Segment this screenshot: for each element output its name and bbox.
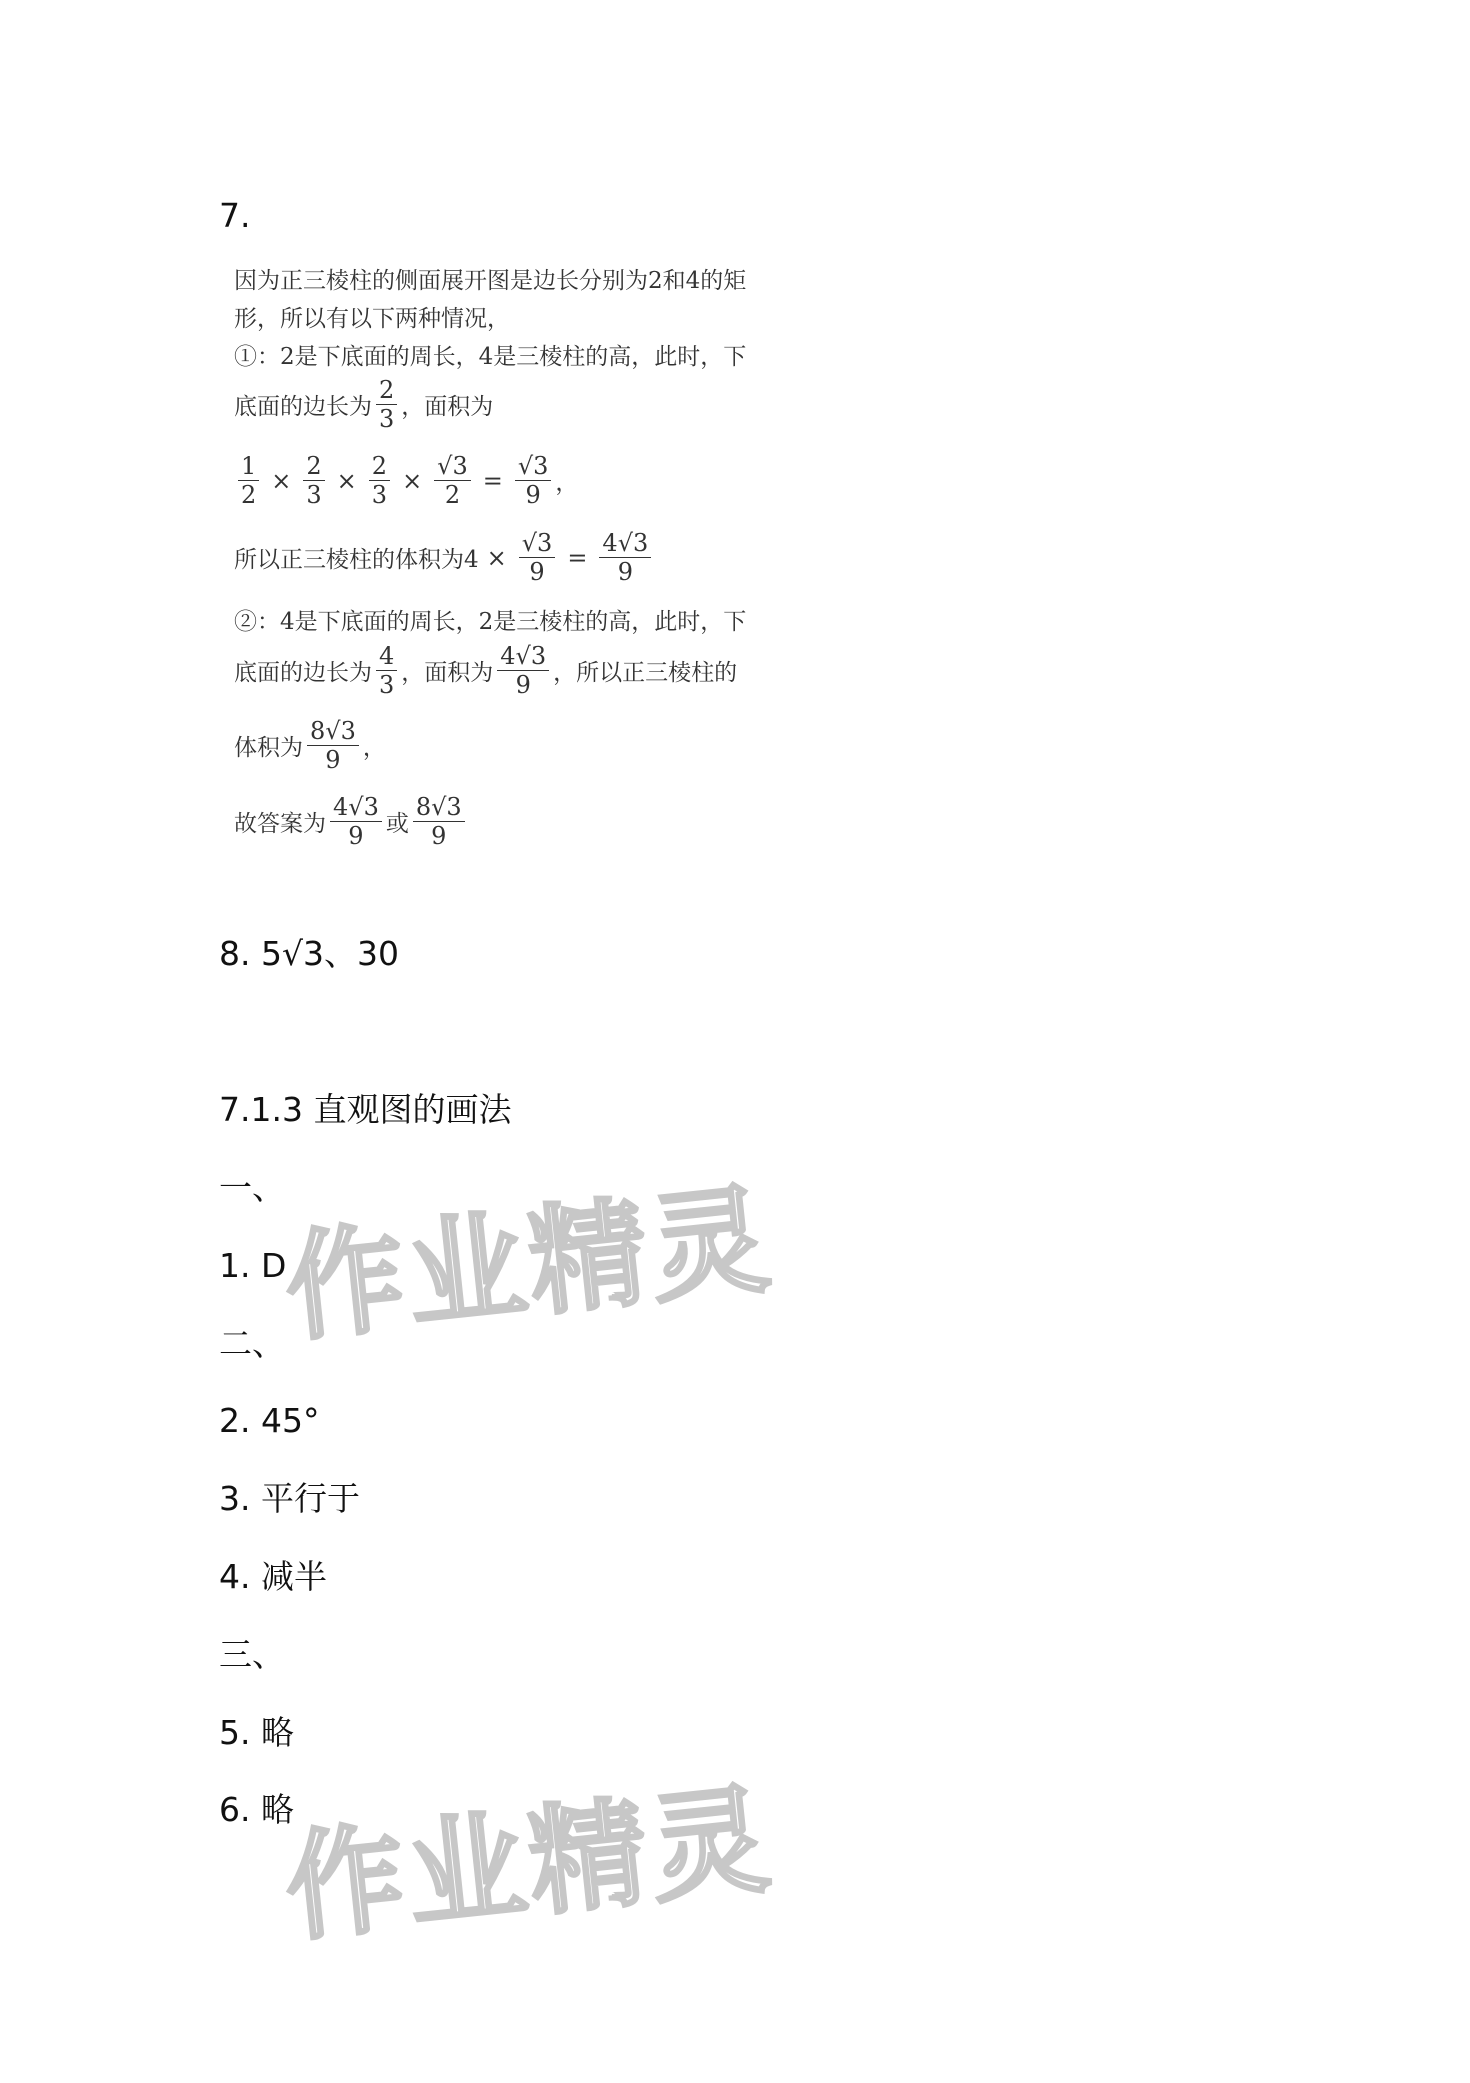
fraction: $\frac{8√3}{9}$ [413,794,465,849]
answer-8: 8. 5√3、30 [219,934,399,973]
times-sign: × [486,543,507,572]
answer-6: 6. 略 [219,1790,294,1829]
times-sign: × [336,466,357,495]
text: 体积为 [234,735,303,761]
fraction: $\frac{√3}{9}$ [519,530,556,585]
answer-1: 1. D [219,1246,287,1285]
text: 或 [385,811,409,837]
solution-line: ②：4是下底面的周长，2是三棱柱的高，此时，下 [234,609,747,635]
text: ，面积为 [401,394,494,420]
fraction: $\frac{4√3}{9}$ [497,643,549,698]
fraction: $\frac{4}{3}$ [376,643,397,698]
solution-line [234,377,493,432]
section-title: 7.1.3 直观图的画法 [219,1090,512,1129]
watermark: 作业精灵 [279,1169,780,1358]
fraction: $\frac{√3}{9}$ [515,453,552,508]
fraction: $\frac{4√3}{9}$ [599,530,651,585]
times-sign: × [402,466,423,495]
fraction: $\frac{2}{3}$ [369,453,390,508]
area-expression [234,453,578,508]
text: 故答案为 [234,811,326,837]
solution-line: 因为正三棱柱的侧面展开图是边长分别为2和4的矩 [234,268,747,294]
equals-sign: = [482,466,503,495]
equals-sign: = [567,543,588,572]
solution-line [234,794,469,849]
solution-line: ①：2是下底面的周长，4是三棱柱的高，此时，下 [234,344,747,370]
fraction: $\frac{2}{3}$ [376,377,397,432]
part-heading: 二、 [219,1324,285,1363]
text: ，面积为 [401,660,494,686]
volume-expression [234,530,655,585]
answer-5: 5. 略 [219,1713,294,1752]
answer-4: 4. 减半 [219,1557,327,1596]
answer-3: 3. 平行于 [219,1479,360,1518]
text: ， [362,735,386,761]
times-sign: × [271,466,292,495]
fraction: $\frac{8√3}{9}$ [307,718,359,773]
answer-2: 2. 45° [219,1401,320,1440]
text: ，所以正三棱柱的 [553,660,738,686]
text: 底面的边长为 [234,660,372,686]
solution-line [234,718,386,773]
fraction: $\frac{4√3}{9}$ [330,794,382,849]
part-heading: 三、 [219,1635,285,1674]
fraction: $\frac{2}{3}$ [303,453,324,508]
text: ， [555,470,579,496]
part-heading: 一、 [219,1168,285,1207]
solution-line: 形，所以有以下两种情况， [234,306,510,332]
fraction: $\frac{1}{2}$ [238,453,259,508]
text: 所以正三棱柱的体积为4 [234,547,479,573]
watermark: 作业精灵 [279,1769,780,1958]
text: 底面的边长为 [234,394,372,420]
question-7-label: 7. [219,196,251,235]
fraction: $\frac{√3}{2}$ [434,453,471,508]
solution-line [234,643,737,698]
